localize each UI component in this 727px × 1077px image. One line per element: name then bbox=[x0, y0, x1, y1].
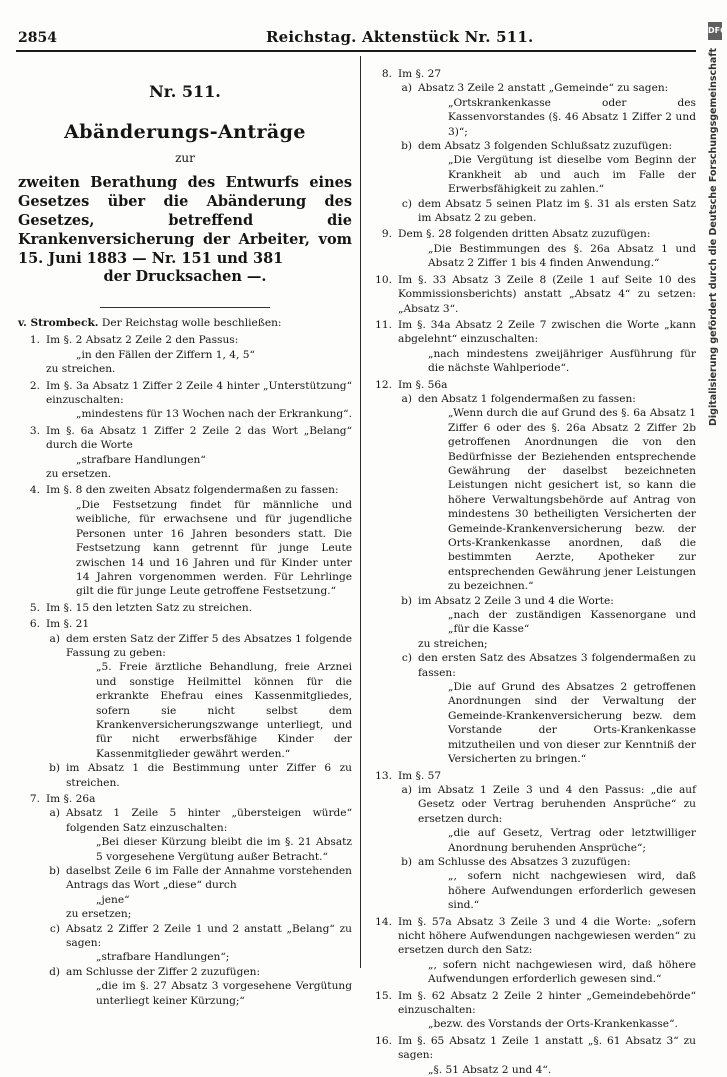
sub-item bbox=[398, 197, 696, 226]
left-column bbox=[18, 58, 352, 1008]
left-item bbox=[18, 424, 352, 482]
left-item bbox=[18, 792, 352, 1008]
item-number: 9. bbox=[381, 228, 392, 241]
sub-item bbox=[46, 965, 352, 1008]
item-body bbox=[398, 769, 696, 913]
sub-item-note: zu streichen; bbox=[418, 637, 488, 650]
sub-item-body bbox=[418, 651, 696, 766]
sub-item-body bbox=[66, 965, 352, 1008]
dfg-logo: DFG bbox=[708, 22, 722, 40]
right-item bbox=[370, 915, 696, 987]
item-quote: „Die Festsetzung findet für männliche und weibliche, für erwachsene und für jugendliche Personen unter 16 Jahren besonders statt. Die Festsetzung kann getrennt für junge Leute zwischen 14 und 16 Jahren und für Kinder unter 14 Jahren vorgenommen werden. Für Lehrlinge gilt die für junge Leute getroffene Festsetzung.“ bbox=[76, 498, 352, 598]
right-amendment-list bbox=[370, 64, 696, 1077]
sub-item-letter: c) bbox=[401, 197, 412, 210]
item-text: Im §. 33 Absatz 3 Zeile 8 (Zeile 1 auf Seite 10 des Kommissionsberichts) anstatt „Absatz 4“ zu setzen: „Absatz 3“. bbox=[398, 273, 696, 315]
running-title: Reichstag. Aktenstück Nr. 511. bbox=[266, 28, 534, 46]
sub-item-letter: b) bbox=[401, 855, 412, 868]
sub-item-letter: d) bbox=[49, 965, 60, 978]
document-number: Nr. 511. bbox=[149, 82, 221, 101]
left-item bbox=[18, 379, 352, 422]
sub-item-letter: a) bbox=[49, 807, 60, 820]
sub-item-text: Absatz 2 Ziffer 2 Zeile 1 und 2 anstatt „Belang“ zu sagen: bbox=[66, 922, 352, 950]
left-item bbox=[18, 483, 352, 598]
sub-item-quote: „Die auf Grund des Absatzes 2 getroffenen Anordnungen sind der Verwaltung der Gemeinde-Krankenversicherung bezw. dem Vorstande der Orts-Krankenkasse mitzutheilen und von dieser zur Kenntniß der Versicherten zu bringen.“ bbox=[448, 681, 696, 766]
mover-text: Der Reichstag wolle beschließen: bbox=[101, 317, 282, 329]
item-number: 14. bbox=[375, 915, 392, 928]
item-quote: „strafbare Handlungen“ bbox=[76, 453, 206, 466]
sub-item-quote: „Wenn durch die auf Grund des §. 6a Absatz 1 Ziffer 6 oder des §. 26a Absatz 2 Ziffer 2b getroffenen Anordnungen die von den Bedürfnisse der Beziehenden entsprechende Gewährung der daselbst bezeichneten Leistungen nicht gesichert ist, so kann die höhere Verwaltungsbehörde auf Antrag von mindestens 30 betheiligten Versicherten der Gemeinde-Krankenversicherung bezw. der Orts-Krankenkasse anordnen, daß die bestimmten Aerzte, Apotheker zur entsprechenden Gewährung jener Leistungen zu bezeichnen.“ bbox=[448, 407, 696, 593]
item-text: Im §. 3a Absatz 1 Ziffer 2 Zeile 4 hinter „Unterstützung“ einzuschalten: bbox=[46, 379, 352, 407]
sub-item-text: im Absatz 1 Zeile 3 und 4 den Passus: „die auf Gesetz oder Vertrag beruhenden Ansprüche“ zu ersetzen durch: bbox=[418, 783, 696, 825]
item-body bbox=[46, 601, 352, 615]
left-amendment-list bbox=[18, 333, 352, 1008]
sub-item-letter: b) bbox=[401, 140, 412, 153]
sub-item-text: Absatz 3 Zeile 2 anstatt „Gemeinde“ zu sagen: bbox=[418, 82, 669, 95]
sub-item-letter: c) bbox=[49, 922, 60, 935]
sub-item bbox=[46, 922, 352, 965]
item-quote: „in den Fällen der Ziffern 1, 4, 5“ bbox=[76, 348, 255, 361]
right-item bbox=[370, 227, 696, 270]
sub-item-text: im Absatz 2 Zeile 3 und 4 die Worte: bbox=[418, 594, 614, 607]
sub-item bbox=[398, 651, 696, 766]
sub-item-body bbox=[418, 783, 696, 855]
column-divider bbox=[360, 56, 361, 968]
item-text: Im §. 57 bbox=[398, 769, 442, 782]
item-quote: „§. 51 Absatz 2 und 4“. bbox=[428, 1063, 552, 1076]
sub-item-text: dem Absatz 3 folgenden Schlußsatz zuzufügen: bbox=[418, 140, 673, 153]
item-number: 10. bbox=[375, 273, 392, 286]
item-quote: „nach mindestens zweijähriger Ausführung für die nächste Wahlperiode“. bbox=[428, 347, 696, 375]
sub-item-body bbox=[418, 197, 696, 226]
section-divider bbox=[100, 307, 270, 308]
item-text: Im §. 26a bbox=[46, 793, 96, 805]
item-body bbox=[46, 333, 352, 376]
item-number: 11. bbox=[375, 318, 392, 331]
heading-connector: zur bbox=[175, 151, 195, 165]
item-number: 15. bbox=[375, 989, 392, 1002]
sub-item-text: im Absatz 1 die Bestimmung unter Ziffer 6 zu streichen. bbox=[66, 762, 352, 789]
sub-item bbox=[398, 392, 696, 594]
item-body bbox=[398, 273, 696, 316]
right-item bbox=[370, 769, 696, 913]
item-text: Im §. 27 bbox=[398, 68, 442, 80]
sub-item-quote: „nach der zuständigen Kassenorgane und „für die Kasse“ bbox=[448, 609, 696, 636]
item-body bbox=[46, 617, 352, 790]
item-text: Im §. 34a Absatz 2 Zeile 7 zwischen die Worte „kann abgelehnt“ einzuschalten: bbox=[398, 318, 696, 346]
right-item bbox=[370, 67, 696, 225]
right-item bbox=[370, 378, 696, 767]
item-body bbox=[46, 792, 352, 1008]
mover-name: v. Strombeck. bbox=[18, 317, 99, 329]
digitization-note: Digitalisierung gefördert durch die Deutsche Forschungsgemeinschaft bbox=[708, 48, 719, 426]
item-body bbox=[398, 378, 696, 767]
sub-item-letter: a) bbox=[49, 632, 60, 645]
item-number: 16. bbox=[375, 1034, 392, 1047]
sub-item-letter: a) bbox=[401, 392, 412, 405]
sub-item-text: am Schlusse des Absatzes 3 zuzufügen: bbox=[418, 855, 631, 868]
sub-item-letter: a) bbox=[401, 783, 412, 796]
sub-item-text: dem Absatz 5 seinen Platz im §. 31 als ersten Satz im Absatz 2 zu geben. bbox=[418, 197, 696, 225]
left-item bbox=[18, 333, 352, 376]
item-body bbox=[398, 318, 696, 376]
item-body bbox=[398, 227, 696, 270]
sub-item bbox=[398, 81, 696, 139]
item-number: 2. bbox=[29, 379, 40, 392]
item-number: 13. bbox=[375, 769, 392, 782]
item-number: 1. bbox=[29, 334, 40, 347]
item-note: zu streichen. bbox=[46, 363, 116, 376]
mover-line bbox=[18, 316, 352, 330]
sub-item-text: daselbst Zeile 6 im Falle der Annahme vorstehenden Antrags das Wort „diese“ durch bbox=[66, 865, 352, 892]
item-text: Im §. 21 bbox=[46, 618, 90, 631]
sub-item bbox=[46, 806, 352, 864]
sub-item-letter: b) bbox=[401, 594, 412, 607]
sub-item-quote: „, sofern nicht nachgewiesen wird, daß höhere Aufwendungen erforderlich gewesen sind.“ bbox=[448, 870, 696, 912]
right-item bbox=[370, 989, 696, 1032]
item-body bbox=[46, 483, 352, 598]
sub-item-quote: „die im §. 27 Absatz 3 vorgesehene Vergütung unterliegt keiner Kürzung;“ bbox=[96, 980, 352, 1007]
sub-item-body bbox=[418, 81, 696, 139]
item-number: 8. bbox=[381, 68, 392, 80]
sub-item bbox=[46, 761, 352, 790]
sub-item-body bbox=[66, 761, 352, 790]
sub-item-body bbox=[418, 594, 696, 652]
sub-item-text: Absatz 1 Zeile 5 hinter „übersteigen würde“ folgenden Satz einzuschalten: bbox=[66, 807, 352, 834]
intro-text-end: der Drucksachen —. bbox=[103, 268, 267, 285]
sub-item bbox=[398, 855, 696, 913]
sub-item-text: dem ersten Satz der Ziffer 5 des Absatzes 1 folgende Fassung zu geben: bbox=[66, 632, 352, 659]
sub-item-letter: b) bbox=[49, 762, 60, 775]
sub-item-body bbox=[418, 855, 696, 913]
sub-item bbox=[46, 864, 352, 922]
sub-item-quote: „Die Vergütung ist dieselbe vom Beginn der Krankheit ab und auch im Falle der Erwerbsfähigkeit zu zahlen.“ bbox=[448, 154, 696, 196]
sub-item-text: den ersten Satz des Absatzes 3 folgendermaßen zu fassen: bbox=[418, 652, 696, 679]
item-quote: „, sofern nicht nachgewiesen wird, daß höhere Aufwendungen erforderlich gewesen sind.“ bbox=[428, 958, 696, 986]
item-text: Im §. 2 Absatz 2 Zeile 2 den Passus: bbox=[46, 334, 239, 347]
sub-item-body bbox=[66, 864, 352, 922]
item-body bbox=[46, 424, 352, 482]
sub-item-quote: „jene“ bbox=[96, 893, 130, 906]
sub-item-body bbox=[66, 632, 352, 762]
sub-item bbox=[398, 139, 696, 197]
right-item bbox=[370, 318, 696, 376]
item-body bbox=[398, 1034, 696, 1077]
sub-item-quote: „Ortskrankenkasse oder des Kassenvorstandes (§. 46 Absatz 1 Ziffer 2 und 3)“; bbox=[448, 96, 696, 138]
item-body bbox=[398, 989, 696, 1032]
sub-item-text: den Absatz 1 folgendermaßen zu fassen: bbox=[418, 392, 636, 405]
item-quote: „Die Bestimmungen des §. 26a Absatz 1 und Absatz 2 Ziffer 1 bis 4 finden Anwendung.“ bbox=[428, 242, 696, 270]
item-note: zu ersetzen. bbox=[46, 468, 112, 481]
sub-item-body bbox=[66, 922, 352, 965]
item-number: 7. bbox=[29, 793, 40, 805]
item-text: Dem §. 28 folgenden dritten Absatz zuzufügen: bbox=[398, 228, 651, 241]
sub-item-body bbox=[66, 806, 352, 864]
item-quote: „bezw. des Vorstands der Orts-Krankenkasse“. bbox=[428, 1018, 678, 1031]
document-heading: Abänderungs-Anträge bbox=[64, 121, 306, 143]
sub-item-letter: c) bbox=[401, 652, 412, 665]
sub-item-quote: „die auf Gesetz, Vertrag oder letztwilliger Anordnung beruhenden Ansprüche“; bbox=[448, 827, 696, 854]
item-text: Im §. 15 den letzten Satz zu streichen. bbox=[46, 601, 253, 614]
sub-item-letter: b) bbox=[49, 865, 60, 878]
header-rule bbox=[16, 50, 696, 52]
sub-item-letter: a) bbox=[401, 82, 412, 95]
item-body bbox=[46, 379, 352, 422]
sub-item-quote: „5. Freie ärztliche Behandlung, freie Arznei und sonstige Heilmittel können für die erkrankte Ehefrau eines Kassenmitgliedes, sofern sie nicht selbst dem Krankenversicherungszwange unterliegt, und für nicht erwerbsfähige Kinder der Kassenmitglieder gewährt werden.“ bbox=[96, 661, 352, 760]
sub-item-quote: „Bei dieser Kürzung bleibt die im §. 21 Absatz 5 vorgesehene Vergütung außer Betracht.“ bbox=[96, 836, 352, 863]
item-number: 6. bbox=[29, 618, 40, 631]
item-body bbox=[398, 915, 696, 987]
sub-item-body bbox=[418, 139, 696, 197]
item-text: Im §. 57a Absatz 3 Zeile 3 und 4 die Worte: „sofern nicht höhere Aufwendungen nachgewiesen werden“ zu ersetzen durch den Satz: bbox=[398, 915, 696, 957]
item-text: Im §. 62 Absatz 2 Zeile 2 hinter „Gemeindebehörde“ einzuschalten: bbox=[398, 989, 696, 1016]
page-number: 2854 bbox=[18, 30, 57, 46]
item-number: 12. bbox=[375, 378, 392, 391]
right-item bbox=[370, 273, 696, 316]
item-body bbox=[398, 67, 696, 225]
sub-item-text: am Schlusse der Ziffer 2 zuzufügen: bbox=[66, 965, 261, 978]
item-number: 3. bbox=[29, 424, 40, 437]
sub-item-body bbox=[418, 392, 696, 594]
item-text: Im §. 6a Absatz 1 Ziffer 2 Zeile 2 das Wort „Belang“ durch die Worte bbox=[46, 424, 352, 452]
left-item bbox=[18, 617, 352, 790]
item-text: Im §. 8 den zweiten Absatz folgendermaßen zu fassen: bbox=[46, 484, 339, 497]
item-number: 4. bbox=[29, 484, 40, 497]
item-number: 5. bbox=[29, 601, 40, 614]
left-item bbox=[18, 601, 352, 615]
sub-item bbox=[398, 594, 696, 652]
item-quote: „mindestens für 13 Wochen nach der Erkrankung“. bbox=[76, 408, 352, 421]
sub-item bbox=[46, 632, 352, 762]
right-item bbox=[370, 1034, 696, 1077]
sub-item bbox=[398, 783, 696, 855]
sub-item-note: zu ersetzen; bbox=[66, 908, 132, 921]
sub-item-quote: „strafbare Handlungen“; bbox=[96, 951, 230, 964]
item-text: Im §. 56a bbox=[398, 378, 448, 391]
item-text: Im §. 65 Absatz 1 Zeile 1 anstatt „§. 61 Absatz 3“ zu sagen: bbox=[398, 1034, 696, 1062]
intro-text: zweiten Berathung des Entwurfs eines Gesetzes über die Abänderung des Gesetzes, betreffend die Krankenversicherung der Arbeiter, vom 15. Juni 1883 — Nr. 151 und 381 bbox=[18, 174, 352, 267]
